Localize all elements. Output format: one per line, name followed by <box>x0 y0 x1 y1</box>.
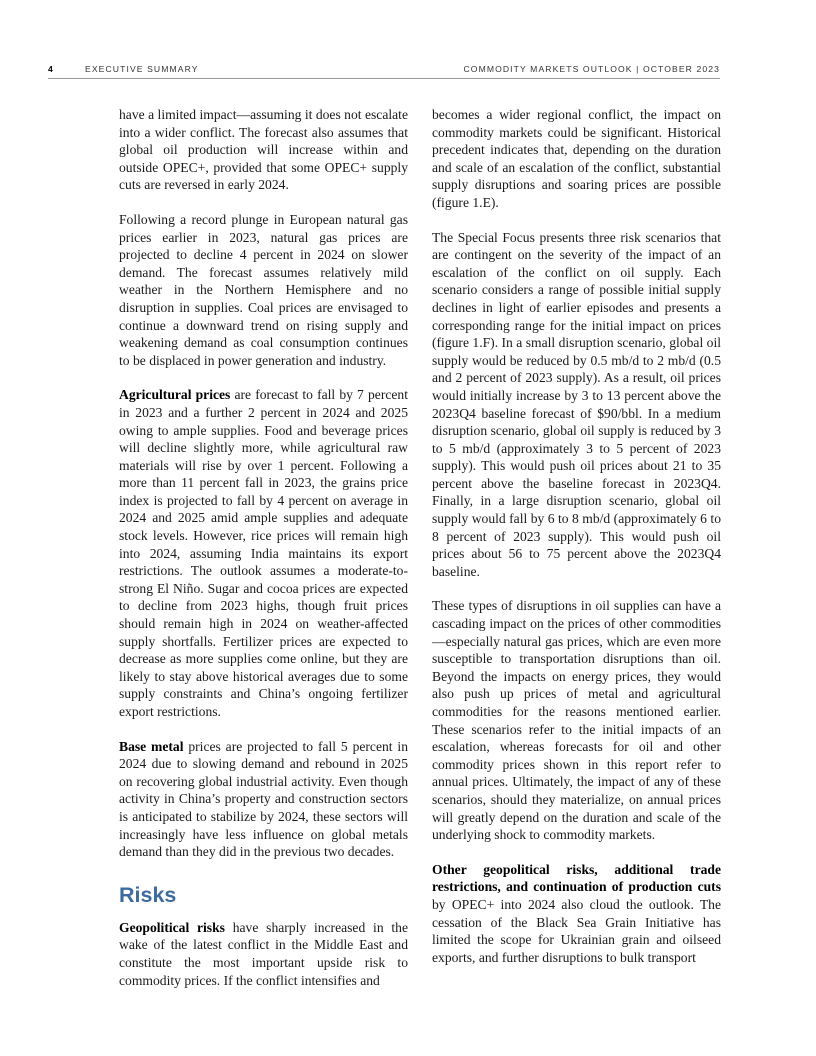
section-label: EXECUTIVE SUMMARY <box>85 64 199 74</box>
risks-heading: Risks <box>119 882 177 907</box>
right-column <box>432 106 721 983</box>
base-metal-body: prices are projected to fall 5 percent in 2024 due to slowing demand and rebound in 2025 on recovering global industrial activity. Even though activity in China’s property and construction sectors is anticipated to stabilize by 2024, these sectors will increasingly have less influence on global metals demand than they did in the previous two decades. <box>119 738 408 860</box>
other-risks-body: by OPEC+ into 2024 also cloud the outlook. The cessation of the Black Sea Grain Initiative has limited the scope for Ukrainian grain and oilseed exports, and further disruptions to bulk transport <box>432 896 721 965</box>
publication-title: COMMODITY MARKETS OUTLOOK | OCTOBER 2023 <box>463 64 720 74</box>
geopolitical-risks-lead: Geopolitical risks <box>119 919 225 935</box>
left-column <box>119 106 408 1006</box>
paragraph-oil-forecast: have a limited impact—assuming it does not escalate into a wider conflict. The forecast also assumes that global oil production will increase within and outside OPEC+, provided that some OPEC+ supply cuts are reversed in early 2024. <box>119 107 408 193</box>
paragraph-geopolitical-risks <box>119 919 408 989</box>
page-number: 4 <box>48 64 54 74</box>
geopolitical-risks-body: have sharply increased in the wake of the latest conflict in the Middle East and constitute the most important upside risk to commodity prices. If the conflict intensifies and <box>119 919 408 988</box>
running-header <box>48 64 720 78</box>
header-rule <box>48 78 720 79</box>
paragraph-agricultural <box>119 386 408 720</box>
paragraph-risk-scenarios: The Special Focus presents three risk scenarios that are contingent on the severity of the impact of an escalation of the conflict on oil supply. Each scenario considers a range of possible initial supply declines in light of earlier episodes and presents a corresponding range for the initial impact on prices (figure 1.F). In a small disruption scenario, global oil supply would be reduced by 0.5 mb/d to 2 mb/d (0.5 and 2 percent of 2023 supply). As a result, oil prices would initially increase by 3 to 13 percent above the 2023Q4 baseline forecast of $90/bbl. In a medium disruption scenario, global oil supply is reduced by 3 to 5 mb/d (approximately 3 to 5 percent of 2023 supply). This would push oil prices about 21 to 35 percent above the baseline forecast in 2023Q4. Finally, in a large disruption scenario, global oil supply would fall by 6 to 8 mb/d (approximately 6 to 8 percent of 2023 supply). This would push oil prices about 56 to 75 percent above the 2023Q4 baseline. <box>432 229 721 579</box>
other-risks-lead: Other geopolitical risks, additional trade restrictions, and continuation of production cuts <box>432 861 721 895</box>
paragraph-natural-gas: Following a record plunge in European natural gas prices earlier in 2023, natural gas prices are projected to decline 4 percent in 2024 on slower demand. The forecast assumes relatively mild weather in the Northern Hemisphere and no disruption in supplies. Coal prices are envisaged to continue a downward trend on rising supply and weakening demand as coal consumption continues to be displaced in power generation and industry. <box>119 211 408 368</box>
paragraph-regional-conflict: becomes a wider regional conflict, the impact on commodity markets could be significant. Historical precedent indicates that, depending on the duration and scale of an escalation of the conflict, substantial supply disruptions and soaring prices are possible (figure 1.E). <box>432 107 721 210</box>
paragraph-other-risks <box>432 861 721 967</box>
base-metal-lead: Base metal <box>119 738 184 754</box>
agricultural-prices-body: are forecast to fall by 7 percent in 2023 and a further 2 percent in 2024 and 2025 owing to ample supplies. Food and beverage prices will decline slightly more, while agricultural raw materials will rise by over 1 percent. Following a more than 11 percent fall in 2023, the grains price index is projected to fall by 4 percent on average in 2024 and 2025 amid ample supplies and adequate stock levels. However, rice prices will remain high into 2024, assuming India maintains its export restrictions. The outlook assumes a moderate-to-strong El Niño. Sugar and cocoa prices are expected to decline from 2023 highs, though fruit prices should remain high in 2024 on weather-affected supply shortfalls. Fertilizer prices are expected to decrease as more supplies come online, but they are likely to stay above historical averages due to some supply constraints and China’s ongoing fertilizer export restrictions. <box>119 387 408 719</box>
paragraph-cascading-impact: These types of disruptions in oil supplies can have a cascading impact on the prices of other commodities—especially natural gas prices, which are even more susceptible to transportation disruptions than oil. Beyond the impacts on energy prices, they would also push up prices of metal and agricultural commodities for the reasons mentioned earlier. These scenarios refer to the initial impacts of an escalation, whereas forecasts for oil and other commodity prices shown in this report refer to annual prices. Ultimately, the impact of any of these scenarios, should they materialize, on annual prices will greatly depend on the duration and scale of the underlying shock to commodity markets. <box>432 598 721 843</box>
paragraph-base-metal <box>119 738 408 861</box>
agricultural-prices-lead: Agricultural prices <box>119 387 231 403</box>
